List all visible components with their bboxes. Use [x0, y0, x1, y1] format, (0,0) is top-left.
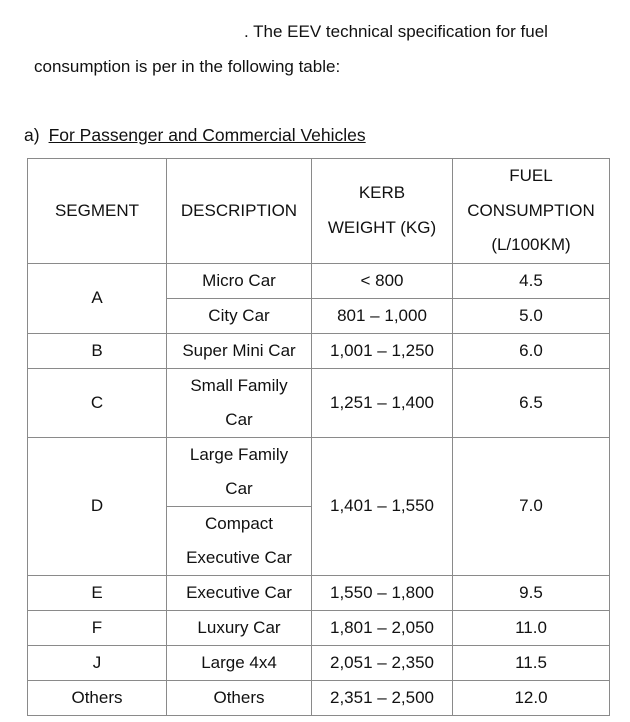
table-row — [28, 333, 610, 368]
weight-cell: 1,251 – 1,400 — [312, 368, 453, 437]
description-line-2: Car — [225, 409, 253, 429]
segment-cell: Others — [28, 680, 167, 715]
fuel-cell: 5.0 — [453, 298, 610, 333]
header-description: DESCRIPTION — [167, 159, 312, 264]
description-cell: City Car — [167, 298, 312, 333]
weight-cell: 2,351 – 2,500 — [312, 680, 453, 715]
fuel-cell: 6.5 — [453, 368, 610, 437]
description-line-1: Small Family — [190, 375, 288, 395]
description-line-2: Executive Car — [186, 547, 292, 567]
segment-cell: J — [28, 645, 167, 680]
fuel-cell: 4.5 — [453, 263, 610, 298]
segment-cell: A — [28, 263, 167, 333]
weight-cell: 1,401 – 1,550 — [312, 437, 453, 575]
header-kerb-weight — [312, 159, 453, 264]
description-cell: Micro Car — [167, 263, 312, 298]
section-title: For Passenger and Commercial Vehicles — [48, 125, 366, 145]
description-cell — [167, 368, 312, 437]
fuel-cell: 7.0 — [453, 437, 610, 575]
header-fuel-line-2: CONSUMPTION — [467, 200, 595, 220]
section-marker: a) — [24, 125, 40, 145]
table-row — [28, 263, 610, 298]
description-cell: Super Mini Car — [167, 333, 312, 368]
weight-cell: 801 – 1,000 — [312, 298, 453, 333]
weight-cell: 2,051 – 2,350 — [312, 645, 453, 680]
weight-cell: 1,001 – 1,250 — [312, 333, 453, 368]
header-segment: SEGMENT — [28, 159, 167, 264]
table-header-row — [28, 159, 610, 264]
fuel-cell: 11.5 — [453, 645, 610, 680]
description-cell: Others — [167, 680, 312, 715]
description-cell — [167, 506, 312, 575]
table-row — [28, 575, 610, 610]
description-cell: Large 4x4 — [167, 645, 312, 680]
description-cell: Luxury Car — [167, 610, 312, 645]
header-fuel-line-1: FUEL — [509, 166, 553, 185]
weight-cell: < 800 — [312, 263, 453, 298]
table-row — [28, 610, 610, 645]
segment-cell: D — [28, 437, 167, 575]
header-kerb-line-1: KERB — [358, 183, 406, 203]
fuel-consumption-table — [27, 158, 610, 716]
intro-line-1: . The EEV technical specification for fuel — [244, 22, 548, 41]
description-cell: Executive Car — [167, 575, 312, 610]
fuel-cell: 6.0 — [453, 333, 610, 368]
header-fuel-line-3: (L/100KM) — [491, 235, 571, 254]
header-kerb-line-2: WEIGHT (KG) — [327, 217, 437, 237]
fuel-cell: 11.0 — [453, 610, 610, 645]
segment-cell: F — [28, 610, 167, 645]
header-fuel-consumption — [453, 159, 610, 264]
table-row — [28, 645, 610, 680]
section-heading — [24, 125, 366, 146]
segment-cell: C — [28, 368, 167, 437]
description-line-1: Large Family — [189, 444, 289, 464]
fuel-cell: 9.5 — [453, 575, 610, 610]
fuel-cell: 12.0 — [453, 680, 610, 715]
segment-cell: B — [28, 333, 167, 368]
table-row — [28, 368, 610, 437]
table-row — [28, 680, 610, 715]
description-cell — [167, 437, 312, 506]
segment-cell: E — [28, 575, 167, 610]
intro-line-2: consumption is per in the following table: — [34, 57, 341, 76]
table-row — [28, 437, 610, 506]
description-line-2: Car — [225, 478, 253, 498]
description-line-1: Compact — [204, 513, 274, 533]
weight-cell: 1,550 – 1,800 — [312, 575, 453, 610]
weight-cell: 1,801 – 2,050 — [312, 610, 453, 645]
